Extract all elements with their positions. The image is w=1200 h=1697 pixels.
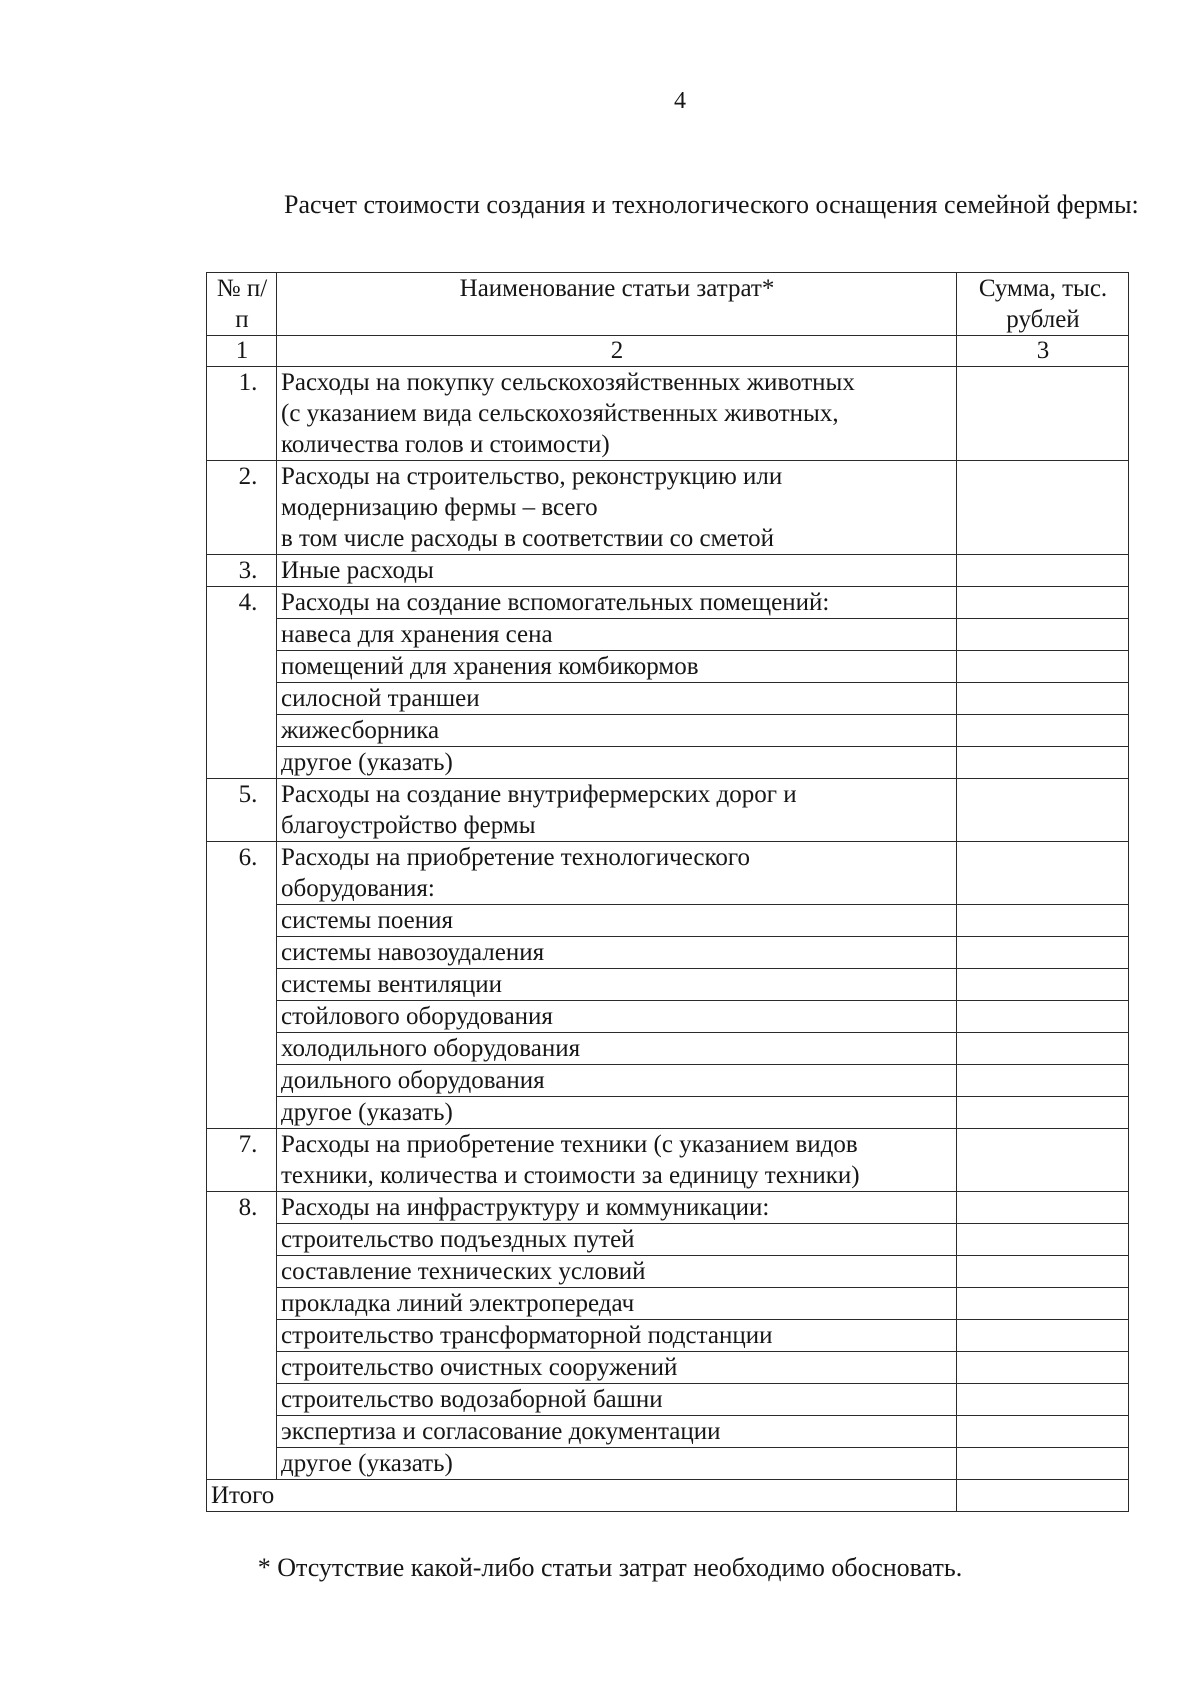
table-subrow xyxy=(207,1001,1129,1033)
row-number xyxy=(207,587,277,779)
cost-item-line: Иные расходы xyxy=(281,557,434,584)
cost-item-name xyxy=(277,587,957,619)
page-number: 4 xyxy=(674,88,686,114)
table-subrow xyxy=(207,1384,1129,1416)
cost-subitem-sum xyxy=(957,1256,1129,1288)
cost-subitem-sum xyxy=(957,747,1129,779)
cost-item-sum xyxy=(957,587,1129,619)
cost-subitem-sum xyxy=(957,1033,1129,1065)
total-row xyxy=(207,1480,1129,1512)
table-subrow xyxy=(207,969,1129,1001)
cost-item-line: модернизацию фермы – всего xyxy=(281,494,598,521)
document-heading: Расчет стоимости создания и технологического оснащения семейной фермы: xyxy=(284,190,1139,219)
cost-subitem-sum xyxy=(957,905,1129,937)
row-number xyxy=(207,367,277,461)
header-sum: Сумма, тыс. рублей xyxy=(957,273,1129,336)
cost-subitem-name: экспертиза и согласование документации xyxy=(277,1416,957,1448)
cost-subitem-sum xyxy=(957,715,1129,747)
table-subrow xyxy=(207,937,1129,969)
cost-item-sum xyxy=(957,1192,1129,1224)
cost-subitem-sum xyxy=(957,969,1129,1001)
cost-subitem-name: жижесборника xyxy=(277,715,957,747)
cost-subitem-sum xyxy=(957,937,1129,969)
row-number-text: 7. xyxy=(238,1131,258,1158)
cost-subitem-sum xyxy=(957,1001,1129,1033)
cost-subitem-name: другое (указать) xyxy=(277,1448,957,1480)
cost-subitem-name: силосной траншеи xyxy=(277,683,957,715)
cost-subitem-sum xyxy=(957,619,1129,651)
table-subrow xyxy=(207,715,1129,747)
cost-subitem-name: составление технических условий xyxy=(277,1256,957,1288)
cost-table-body xyxy=(207,273,1129,1512)
table-subrow xyxy=(207,1416,1129,1448)
row-number-text: 5. xyxy=(238,781,258,808)
cost-subitem-name: строительство трансформаторной подстанции xyxy=(277,1320,957,1352)
table-subrow xyxy=(207,1256,1129,1288)
cost-item-line: Расходы на создание вспомогательных помещений: xyxy=(281,589,830,616)
total-label: Итого xyxy=(207,1480,957,1512)
cost-item-line: Расходы на приобретение техники (с указанием видов xyxy=(281,1131,858,1158)
column-number: 2 xyxy=(277,336,957,367)
column-number: 1 xyxy=(207,336,277,367)
cost-subitem-name: строительство очистных сооружений xyxy=(277,1352,957,1384)
cost-item-name xyxy=(277,779,957,842)
row-number-text: 8. xyxy=(238,1194,258,1221)
table-subrow xyxy=(207,1033,1129,1065)
row-number xyxy=(207,555,277,587)
row-number-text: 3. xyxy=(238,557,258,584)
table-subrow xyxy=(207,683,1129,715)
row-number xyxy=(207,1192,277,1480)
cost-subitem-name: холодильного оборудования xyxy=(277,1033,957,1065)
table-subrow xyxy=(207,619,1129,651)
cost-subitem-name: строительство подъездных путей xyxy=(277,1224,957,1256)
table-subrow xyxy=(207,1065,1129,1097)
row-number-text: 4. xyxy=(238,589,258,616)
total-sum xyxy=(957,1480,1129,1512)
cost-item-line: Расходы на создание внутрифермерских дорог и xyxy=(281,781,797,808)
row-number-text: 6. xyxy=(238,844,258,871)
table-subrow xyxy=(207,747,1129,779)
cost-item-line: Расходы на строительство, реконструкцию или xyxy=(281,463,783,490)
table-row xyxy=(207,587,1129,619)
cost-subitem-name: доильного оборудования xyxy=(277,1065,957,1097)
cost-subitem-sum xyxy=(957,1448,1129,1480)
table-subrow xyxy=(207,1320,1129,1352)
table-subrow xyxy=(207,1448,1129,1480)
header-row xyxy=(207,273,1129,336)
table-row xyxy=(207,461,1129,555)
table-subrow xyxy=(207,1352,1129,1384)
row-number-text: 1. xyxy=(238,369,258,396)
table-subrow xyxy=(207,1224,1129,1256)
cost-subitem-sum xyxy=(957,1384,1129,1416)
table-row xyxy=(207,842,1129,905)
cost-item-name xyxy=(277,367,957,461)
header-name: Наименование статьи затрат* xyxy=(277,273,957,336)
cost-subitem-sum xyxy=(957,1224,1129,1256)
cost-item-sum xyxy=(957,779,1129,842)
cost-item-line: Расходы на инфраструктуру и коммуникации: xyxy=(281,1194,770,1221)
cost-subitem-sum xyxy=(957,1065,1129,1097)
cost-subitem-name: системы поения xyxy=(277,905,957,937)
table-row xyxy=(207,779,1129,842)
cost-item-name xyxy=(277,1129,957,1192)
cost-subitem-sum xyxy=(957,651,1129,683)
cost-item-line: (с указанием вида сельскохозяйственных животных, xyxy=(281,400,839,427)
column-number: 3 xyxy=(957,336,1129,367)
table-row xyxy=(207,1192,1129,1224)
cost-item-sum xyxy=(957,367,1129,461)
footnote: * Отсутствие какой-либо статьи затрат необходимо обосновать. xyxy=(257,1553,963,1582)
cost-item-line: оборудования: xyxy=(281,875,435,902)
cost-subitem-name: навеса для хранения сена xyxy=(277,619,957,651)
cost-item-name xyxy=(277,555,957,587)
cost-item-line: Расходы на покупку сельскохозяйственных животных xyxy=(281,369,855,396)
cost-subitem-name: системы вентиляции xyxy=(277,969,957,1001)
table-row xyxy=(207,1129,1129,1192)
cost-subitem-name: системы навозоудаления xyxy=(277,937,957,969)
cost-item-line: в том числе расходы в соответствии со сметой xyxy=(281,525,774,552)
cost-item-name xyxy=(277,1192,957,1224)
cost-item-line: благоустройство фермы xyxy=(281,812,536,839)
cost-item-sum xyxy=(957,461,1129,555)
cost-subitem-name: другое (указать) xyxy=(277,1097,957,1129)
cost-subitem-sum xyxy=(957,1097,1129,1129)
cost-item-sum xyxy=(957,555,1129,587)
cost-subitem-sum xyxy=(957,1352,1129,1384)
cost-subitem-sum xyxy=(957,1416,1129,1448)
cost-table xyxy=(206,272,1129,1512)
cost-subitem-name: строительство водозаборной башни xyxy=(277,1384,957,1416)
cost-item-name xyxy=(277,461,957,555)
cost-subitem-name: прокладка линий электропередач xyxy=(277,1288,957,1320)
cost-subitem-sum xyxy=(957,683,1129,715)
row-number-text: 2. xyxy=(238,463,258,490)
table-subrow xyxy=(207,1097,1129,1129)
cost-subitem-name: другое (указать) xyxy=(277,747,957,779)
table-row xyxy=(207,367,1129,461)
cost-item-name xyxy=(277,842,957,905)
cost-item-sum xyxy=(957,1129,1129,1192)
row-number xyxy=(207,461,277,555)
table-subrow xyxy=(207,905,1129,937)
cost-item-line: количества голов и стоимости) xyxy=(281,431,610,458)
cost-item-sum xyxy=(957,842,1129,905)
row-number xyxy=(207,779,277,842)
table-subrow xyxy=(207,1288,1129,1320)
table-subrow xyxy=(207,651,1129,683)
row-number xyxy=(207,842,277,1129)
cost-item-line: Расходы на приобретение технологического xyxy=(281,844,751,871)
cost-subitem-sum xyxy=(957,1288,1129,1320)
cost-subitem-sum xyxy=(957,1320,1129,1352)
table-row xyxy=(207,555,1129,587)
column-number-row xyxy=(207,336,1129,367)
cost-subitem-name: помещений для хранения комбикормов xyxy=(277,651,957,683)
header-num: № п/п xyxy=(207,273,277,336)
row-number xyxy=(207,1129,277,1192)
cost-item-line: техники, количества и стоимости за единицу техники) xyxy=(281,1162,860,1189)
cost-subitem-name: стойлового оборудования xyxy=(277,1001,957,1033)
